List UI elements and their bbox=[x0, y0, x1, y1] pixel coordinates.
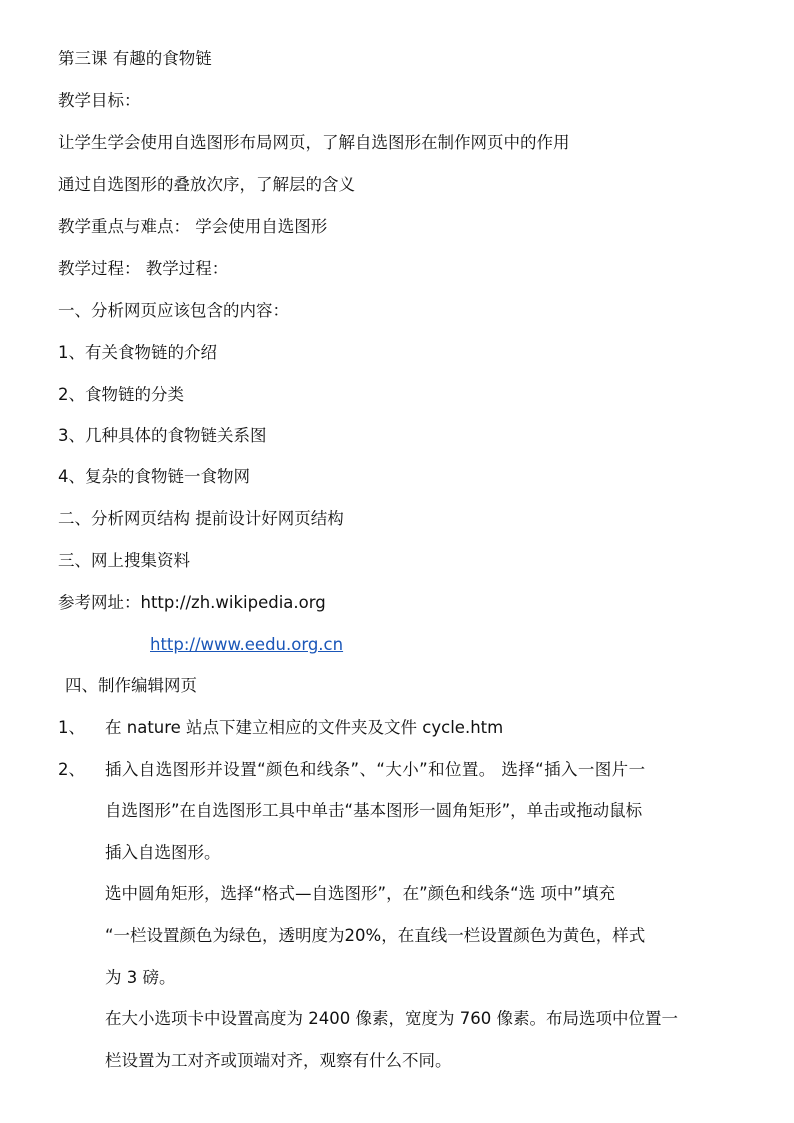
section-2-heading: 二、分析网页结构 提前设计好网页结构 bbox=[58, 509, 344, 528]
step-2-line-3: 插入自选图形。 bbox=[105, 843, 221, 862]
objectives-heading: 教学目标： bbox=[58, 91, 141, 110]
step-2-line-2: 自选图形”在自选图形工具中单击“基本图形一圆角矩形”，单击或拖动鼠标 bbox=[105, 801, 643, 820]
step-2-line-5: “一栏设置颜色为绿色，透明度为20%，在直线一栏设置颜色为黄色，样式 bbox=[105, 926, 646, 945]
step-2-line-4: 选中圆角矩形，选择“格式—自选图形”，在”颜色和线条“选 项中”填充 bbox=[105, 884, 615, 903]
document-title: 第三课 有趣的食物链 bbox=[58, 49, 212, 68]
list-item-3: 3、几种具体的食物链关系图 bbox=[58, 426, 267, 445]
step-1-text: 在 nature 站点下建立相应的文件夹及文件 cycle.htm bbox=[105, 718, 504, 737]
step-2-line-1: 插入自选图形并设置“颜色和线条”、“大小”和位置。 选择“插入一图片一 bbox=[105, 760, 646, 779]
reference-url-1: 参考网址：http://zh.wikipedia.org bbox=[58, 593, 326, 612]
list-item-2: 2、食物链的分类 bbox=[58, 385, 184, 404]
section-4-heading: 四、制作编辑网页 bbox=[65, 676, 197, 695]
objective-2: 通过自选图形的叠放次序，了解层的含义 bbox=[58, 175, 355, 194]
step-2-line-6: 为 3 磅。 bbox=[105, 968, 176, 987]
objective-1: 让学生学会使用自选图形布局网页，了解自选图形在制作网页中的作用 bbox=[58, 133, 570, 152]
step-2-line-8: 栏设置为工对齐或顶端对齐，观察有什么不同。 bbox=[105, 1051, 452, 1070]
step-2-number: 2、 bbox=[58, 760, 85, 779]
teaching-process: 教学过程： 教学过程： bbox=[58, 259, 229, 278]
key-points: 教学重点与难点： 学会使用自选图形 bbox=[58, 217, 328, 236]
step-2-line-7: 在大小选项卡中设置高度为 2400 像素，宽度为 760 像素。布局选项中位置一 bbox=[105, 1009, 678, 1028]
section-3-heading: 三、网上搜集资料 bbox=[58, 551, 190, 570]
reference-url-2-link[interactable]: http://www.eedu.org.cn bbox=[150, 635, 344, 654]
section-1-heading: 一、分析网页应该包含的内容： bbox=[58, 301, 289, 320]
list-item-4: 4、复杂的食物链一食物网 bbox=[58, 467, 250, 486]
list-item-1: 1、有关食物链的介绍 bbox=[58, 343, 217, 362]
step-1-number: 1、 bbox=[58, 718, 85, 737]
